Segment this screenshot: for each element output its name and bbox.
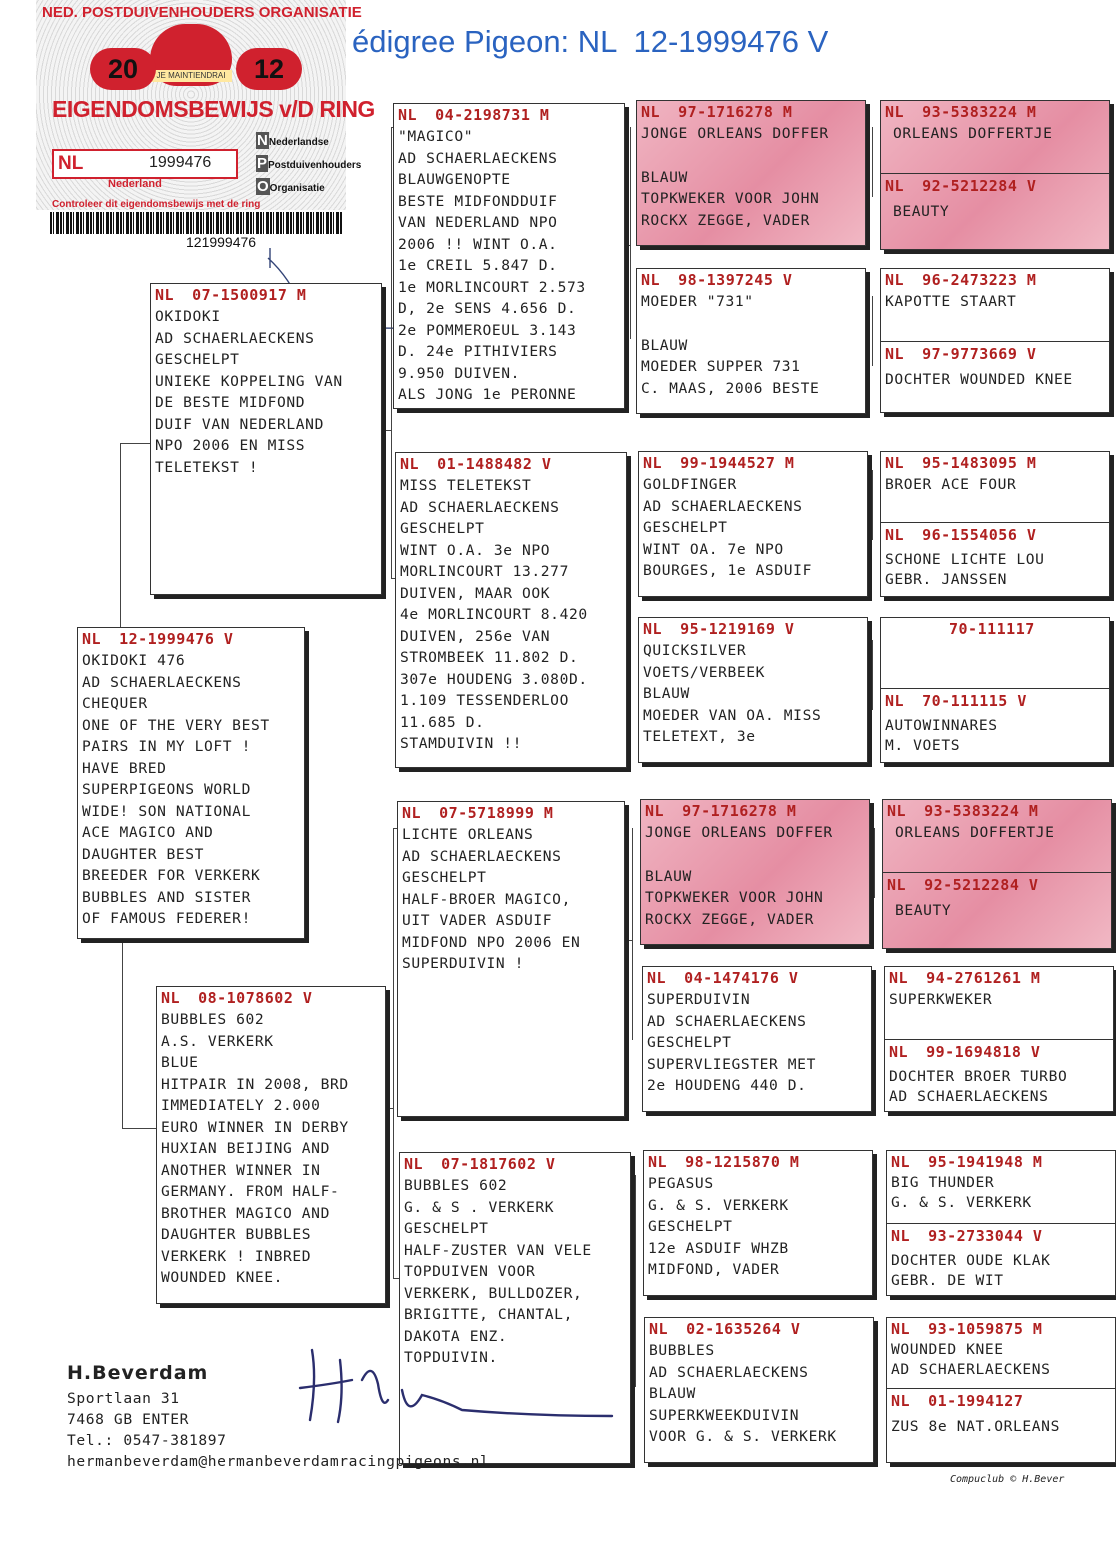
text-line: BOURGES, 1e ASDUIF (643, 562, 812, 579)
ring-number: 02-1635264 V (686, 1320, 801, 1338)
text-line: AD SCHAERLAECKENS (82, 673, 242, 691)
text-line: BROTHER MAGICO AND (161, 1204, 330, 1222)
text-line: M. VOETS (885, 737, 961, 754)
ring-number: 95-1483095 M (922, 454, 1037, 472)
npo-line-1: Nederlandse (268, 137, 329, 148)
text-line: PAIRS IN MY LOFT ! (82, 738, 251, 755)
text-line: MIDFOND, VADER (648, 1261, 780, 1278)
pigeon-card-gen4-6 (642, 966, 872, 1112)
text-line: 2e HOUDENG 440 D. (647, 1077, 807, 1094)
pigeon-description (881, 472, 1109, 496)
ring-number: 98-1397245 V (678, 271, 793, 289)
country-code: NL (400, 455, 420, 473)
text-line: WINT OA. 7e NPO (643, 540, 784, 558)
text-line: DAUGHTER BUBBLES (161, 1226, 312, 1243)
text-line: HALF-BROER MAGICO, (402, 890, 571, 908)
ring-ownership-card (36, 0, 375, 250)
pigeon-card-gen3-2 (395, 452, 627, 768)
crest-motto: JE MAINTIENDRAI (150, 70, 232, 82)
text-line: ZUS 8e NAT.ORLEANS (891, 1418, 1060, 1435)
ring-number: 07-1817602 V (441, 1155, 556, 1173)
text-line: GESCHELPT (647, 1034, 732, 1051)
pigeon-description (644, 1171, 872, 1281)
pigeon-card-gen4-3 (638, 451, 868, 597)
text-line: ROCKX ZEGGE, VADER (641, 211, 810, 229)
npo-line-3: Organisatie (269, 183, 325, 194)
ring-number: 99-1694818 V (926, 1043, 1041, 1061)
text-line: ALS JONG 1e PERONNE (398, 386, 577, 403)
pigeon-description (881, 289, 1109, 313)
text-line: TOPKWEKER VOOR JOHN (641, 190, 820, 207)
text-line: GESCHELPT (400, 520, 485, 537)
text-line: SUPERKWEKER (889, 991, 993, 1008)
country-code: NL (887, 876, 907, 894)
text-line: TELETEKST ! (155, 458, 259, 476)
text-line: QUICKSILVER (643, 642, 747, 659)
text-line: GEBR. DE WIT (891, 1272, 1004, 1289)
text-line: SUPERVLIEGSTER MET (647, 1055, 816, 1073)
ring-number: 92-5212284 V (924, 876, 1039, 894)
text-line: BLAUWGENOPTE (398, 171, 511, 188)
pigeon-card-gen4-7 (643, 1150, 873, 1296)
pigeon-description (641, 864, 869, 931)
ring-number: 95-1941948 M (928, 1153, 1043, 1171)
pigeon-description (887, 1249, 1055, 1291)
text-line: G. & S . VERKERK (404, 1198, 555, 1216)
text-line: OKIDOKI 476 (82, 652, 186, 669)
text-line: AD SCHAERLAECKENS (398, 149, 558, 167)
ring-number: 96-2473223 M (922, 271, 1037, 289)
pigeon-description (643, 987, 871, 1097)
country-code: NL (643, 620, 663, 638)
page-title: édigree Pigeon: NL 12-1999476 V (352, 24, 829, 59)
country-code: NL (887, 802, 907, 820)
text-line: STAMDUIVIN !! (400, 735, 523, 752)
pigeon-description (885, 1065, 1071, 1107)
pigeon-description (637, 333, 865, 400)
year-left: 20 (90, 48, 156, 90)
ring-number: 93-5383224 M (922, 103, 1037, 121)
pigeon-pair-box-4 (880, 617, 1110, 763)
text-line: BEAUTY (893, 203, 950, 220)
text-line: VERKERK ! INBRED (161, 1247, 312, 1265)
text-line: MIDFOND NPO 2006 EN (402, 933, 581, 951)
pigeon-name (637, 289, 865, 313)
card-organisation: NED. POSTDUIVENHOUDERS ORGANISATIE (42, 4, 362, 21)
pigeon-pair-box-8 (886, 1317, 1116, 1463)
pigeon-pair-box-7 (886, 1150, 1116, 1296)
pigeon-pair-box-5 (882, 799, 1112, 949)
pigeon-description (881, 714, 1002, 756)
country-code: NL (649, 1320, 669, 1338)
ring-number: 04-1474176 V (684, 969, 799, 987)
text-line: SCHONE LICHTE LOU (885, 551, 1045, 568)
pigeon-card-gen4-5 (640, 799, 870, 945)
text-line: OKIDOKI (155, 308, 221, 325)
text-line: SUPERPIGEONS WORLD (82, 781, 251, 798)
ring-number: 96-1554056 V (922, 526, 1037, 544)
ring-number: 94-2761261 M (926, 969, 1041, 987)
pigeon-pair-box-3 (880, 451, 1110, 597)
text-line: MORLINCOURT 13.277 (400, 563, 569, 580)
text-line: BLAUW (643, 685, 690, 702)
country-code: NL (402, 804, 422, 822)
pigeon-description (157, 1007, 385, 1289)
text-line: BLAUW (641, 336, 688, 354)
text-line: BIG THUNDER (891, 1174, 995, 1191)
ring-country: NL (58, 153, 84, 174)
text-line: SUPERKWEEKDUIVIN (649, 1406, 800, 1424)
text-line: EURO WINNER IN DERBY (161, 1118, 349, 1136)
text-line: VAN NEDERLAND NPO (398, 214, 558, 231)
text-line: GOLDFINGER (643, 476, 737, 493)
text-line: HAVE BRED (82, 759, 167, 777)
text-line: AD SCHAERLAECKENS (402, 847, 562, 865)
text-line: BUBBLES 602 (161, 1011, 265, 1028)
breeder-phone: Tel.: 0547-381897 (67, 1432, 227, 1449)
ring-number: 04-2198731 M (435, 106, 550, 124)
text-line: 307e HOUDENG 3.080D. (400, 670, 588, 688)
pigeon-description (398, 822, 624, 975)
text-line: G. & S. VERKERK (891, 1194, 1032, 1211)
text-line: AD SCHAERLAECKENS (647, 1012, 807, 1030)
text-line: D. 24e PITHIVIERS (398, 343, 558, 360)
text-line: AD SCHAERLAECKENS (649, 1363, 809, 1381)
country-code: NL (885, 345, 905, 363)
ring-number: 08-1078602 V (198, 989, 313, 1007)
text-line: 1e MORLINCOURT 2.573 (398, 278, 586, 296)
text-line: MOEDER SUPPER 731 (641, 358, 801, 375)
text-line: ORLEANS DOFFERTJE (893, 125, 1053, 142)
barcode (50, 212, 342, 234)
text-line: 9.950 DUIVEN. (398, 364, 521, 382)
text-line: AD SCHAERLAECKENS (400, 498, 560, 516)
pigeon-description (881, 199, 953, 223)
pigeon-card-dam (156, 986, 386, 1304)
country-code: NL (885, 692, 905, 710)
text-line: DOCHTER OUDE KLAK (891, 1252, 1051, 1269)
text-line: DUIF VAN NEDERLAND (155, 415, 324, 433)
country-code: NL (404, 1155, 424, 1173)
text-line: AD SCHAERLAECKENS (889, 1088, 1049, 1105)
ring-number: 07-5718999 M (439, 804, 554, 822)
text-line: WOUNDED KNEE (891, 1341, 1004, 1358)
breeder-city: 7468 GB ENTER (67, 1411, 190, 1428)
country-code: NL (885, 454, 905, 472)
text-line: GESCHELPT (155, 351, 240, 368)
text-line: 12e ASDUIF WHZB (648, 1239, 789, 1257)
text-line: TOPDUIVEN VOOR (404, 1263, 536, 1280)
country-code: NL (885, 526, 905, 544)
ring-number: 97-9773669 V (922, 345, 1037, 363)
text-line: STROMBEEK 11.802 D. (400, 649, 579, 666)
pigeon-description (883, 820, 1111, 844)
text-line: UIT VADER ASDUIF (402, 912, 553, 929)
text-line: DOCHTER BROER TURBO (889, 1068, 1068, 1085)
text-line: JONGE ORLEANS DOFFER (645, 824, 833, 841)
text-line: TELETEXT, 3e (643, 728, 756, 745)
text-line: GESCHELPT (648, 1218, 733, 1235)
text-line: DUIVEN, MAAR OOK (400, 584, 551, 602)
pigeon-description (639, 638, 867, 748)
country-code: NL (647, 969, 667, 987)
pigeon-description (883, 898, 955, 922)
text-line: MOEDER VAN OA. MISS (643, 706, 822, 724)
pigeon-card-gen3-3 (397, 801, 625, 1117)
text-line: BLAUW (649, 1385, 696, 1402)
npo-line-2: Postduivenhouders (268, 160, 362, 171)
text-line: GESCHELPT (643, 519, 728, 536)
text-line: AD SCHAERLAECKENS (155, 329, 315, 347)
text-line: TOPDUIVIN. (404, 1349, 498, 1366)
ring-number: 98-1215870 M (685, 1153, 800, 1171)
text-line: "MAGICO" (398, 128, 474, 145)
text-line: BUBBLES (649, 1342, 715, 1359)
text-line: LICHTE ORLEANS (402, 826, 534, 843)
country-code: NL (398, 106, 418, 124)
pigeon-description (885, 987, 1113, 1011)
pigeon-description (151, 304, 381, 478)
footer-credit: Compuclub © H.Bever (950, 1474, 1065, 1485)
pigeon-card-gen4-2 (636, 268, 866, 414)
ring-number: 70-111117 (949, 620, 1035, 638)
text-line: BUBBLES 602 (404, 1177, 508, 1194)
text-line: TOPKWEKER VOOR JOHN (645, 889, 824, 906)
text-line: A.S. VERKERK (161, 1032, 274, 1050)
breeder-email[interactable]: hermanbeverdam@hermanbeverdamracingpigeons.nl (67, 1453, 490, 1470)
text-line: KAPOTTE STAART (885, 293, 1017, 310)
ring-field (52, 149, 238, 179)
pigeon-name (641, 820, 869, 844)
pigeon-description (639, 472, 867, 582)
text-line: 2006 !! WINT O.A. (398, 235, 558, 253)
text-line: C. MAAS, 2006 BESTE (641, 379, 820, 397)
text-line: HALF-ZUSTER VAN VELE (404, 1241, 592, 1259)
text-line: SUPERDUIVIN ! (402, 955, 525, 972)
text-line: DAUGHTER BEST (82, 845, 205, 863)
text-line: MOEDER "731" (641, 293, 754, 310)
text-line: HUXIAN BEIJING AND (161, 1140, 330, 1157)
text-line: G. & S. VERKERK (648, 1196, 789, 1214)
country-code: NL (885, 271, 905, 289)
text-line: AD SCHAERLAECKENS (643, 497, 803, 515)
barcode-number: 121999476 (186, 234, 257, 250)
pigeon-name (637, 121, 865, 145)
text-line: DE BESTE MIDFOND (155, 394, 306, 411)
country-code: NL (891, 1392, 911, 1410)
npo-logo: NNederlandse PPostduivenhouders OOrganisatie (257, 132, 362, 195)
text-line: IMMEDIATELY 2.000 (161, 1097, 321, 1114)
country-code: NL (885, 177, 905, 195)
text-line: WIDE! SON NATIONAL (82, 802, 251, 820)
ring-number: 97-1716278 M (682, 802, 797, 820)
text-line: 4e MORLINCOURT 8.420 (400, 606, 588, 623)
text-line: SUPERDUIVIN (647, 991, 751, 1008)
pigeon-description (887, 1338, 1115, 1380)
text-line: BUBBLES AND SISTER (82, 888, 251, 906)
country-code: NL (889, 1043, 909, 1061)
pigeon-description (396, 473, 626, 755)
pigeon-description (645, 1338, 873, 1448)
pigeon-card-gen4-8 (644, 1317, 874, 1463)
text-line: BRIGITTE, CHANTAL, (404, 1306, 573, 1323)
text-line: 11.685 D. (400, 713, 485, 731)
text-line: 1.109 TESSENDERLOO (400, 692, 569, 709)
text-line: BLAUW (641, 168, 688, 186)
text-line: PEGASUS (648, 1175, 714, 1192)
country-code: NL (891, 1227, 911, 1245)
pigeon-card-subject (77, 627, 305, 939)
text-line: GESCHELPT (404, 1220, 489, 1237)
text-line: ONE OF THE VERY BEST (82, 716, 270, 734)
pigeon-description (881, 367, 1077, 391)
country-code: NL (641, 271, 661, 289)
pigeon-pair-box-1 (880, 100, 1110, 250)
pigeon-description (78, 648, 304, 930)
text-line: 2e POMMEROEUL 3.143 (398, 321, 577, 339)
text-line: JONGE ORLEANS DOFFER (641, 125, 829, 142)
text-line: HITPAIR IN 2008, BRD (161, 1075, 349, 1093)
ring-number: 93-2733044 V (928, 1227, 1043, 1245)
text-line: WOUNDED KNEE. (161, 1269, 284, 1286)
text-line: VERKERK, BULLDOZER, (404, 1284, 583, 1302)
text-line: AD SCHAERLAECKENS (891, 1361, 1051, 1378)
ring-number: 92-5212284 V (922, 177, 1037, 195)
text-line: AUTOWINNARES (885, 717, 998, 734)
ring-number: 97-1716278 M (678, 103, 793, 121)
ring-number: 1999476 (149, 154, 212, 171)
ring-number: 01-1488482 V (437, 455, 552, 473)
text-line: DUIVEN, 256e VAN (400, 627, 551, 645)
country-code: NL (889, 969, 909, 987)
pigeon-card-gen3-1 (393, 103, 625, 409)
country-code: NL (643, 454, 663, 472)
text-line: ANOTHER WINNER IN (161, 1161, 321, 1179)
text-line: NPO 2006 EN MISS (155, 437, 306, 454)
pigeon-description (887, 1171, 1115, 1213)
text-line: OF FAMOUS FEDERER! (82, 910, 251, 927)
country-code: NL (641, 103, 661, 121)
pigeon-description (887, 1414, 1064, 1438)
country-code: NL (155, 286, 175, 304)
pigeon-card-gen4-1 (636, 100, 866, 246)
country-code: NL (891, 1320, 911, 1338)
country-code: NL (161, 989, 181, 1007)
text-line: WINT O.A. 3e NPO (400, 541, 551, 559)
text-line: MISS TELETEKST (400, 477, 532, 494)
text-line: VOOR G. & S. VERKERK (649, 1428, 837, 1445)
text-line: BROER ACE FOUR (885, 476, 1017, 493)
card-control-note: Controleer dit eigendomsbewijs met de ring (52, 199, 261, 210)
pigeon-card-sire (150, 283, 382, 595)
breeder-name: H.Beverdam (67, 1362, 209, 1384)
pigeon-pair-box-6 (884, 966, 1114, 1112)
handwritten-signature (292, 1340, 622, 1430)
text-line: BLAUW (645, 867, 692, 885)
text-line: BREEDER FOR VERKERK (82, 867, 261, 884)
text-line: ACE MAGICO AND (82, 824, 214, 841)
ring-number: 93-1059875 M (928, 1320, 1043, 1338)
text-line: ROCKX ZEGGE, VADER (645, 910, 814, 928)
year-right: 12 (236, 48, 302, 90)
pigeon-pair-box-2 (880, 268, 1110, 413)
country-code: NL (645, 802, 665, 820)
ring-number: 93-5383224 M (924, 802, 1039, 820)
text-line: BLUE (161, 1054, 199, 1071)
text-line: GESCHELPT (402, 869, 487, 886)
ring-number: 12-1999476 V (119, 630, 234, 648)
pigeon-description (881, 121, 1109, 145)
text-line: D, 2e SENS 4.656 D. (398, 300, 577, 317)
card-heading: EIGENDOMSBEWIJS v/D RING (52, 96, 375, 122)
country-code: NL (82, 630, 102, 648)
text-line: DAKOTA ENZ. (404, 1327, 508, 1345)
text-line: ORLEANS DOFFERTJE (895, 824, 1055, 841)
country-code: NL (891, 1153, 911, 1171)
text-line: BEAUTY (895, 902, 952, 919)
text-line: BESTE MIDFONDDUIF (398, 192, 558, 210)
pigeon-description (637, 165, 865, 232)
text-line: UNIEKE KOPPELING VAN (155, 372, 343, 390)
pigeon-card-gen4-4 (638, 617, 868, 763)
text-line: GERMANY. FROM HALF- (161, 1183, 340, 1200)
country-code: NL (885, 103, 905, 121)
ring-number: 70-111115 V (922, 692, 1027, 710)
breeder-street: Sportlaan 31 (67, 1390, 180, 1407)
text-line: 1e CREIL 5.847 D. (398, 257, 558, 274)
text-line: DOCHTER WOUNDED KNEE (885, 371, 1073, 388)
ring-number: 99-1944527 M (680, 454, 795, 472)
ring-number: 95-1219169 V (680, 620, 795, 638)
pigeon-description (394, 124, 624, 406)
text-line: GEBR. JANSSEN (885, 571, 1008, 588)
country-code: NL (648, 1153, 668, 1171)
text-line: CHEQUER (82, 695, 148, 712)
text-line: VOETS/VERBEEK (643, 663, 766, 681)
pigeon-description (881, 548, 1049, 590)
ring-number: 01-1994127 (928, 1392, 1024, 1410)
ring-number: 07-1500917 M (192, 286, 307, 304)
card-nederland: Nederland (108, 178, 162, 190)
